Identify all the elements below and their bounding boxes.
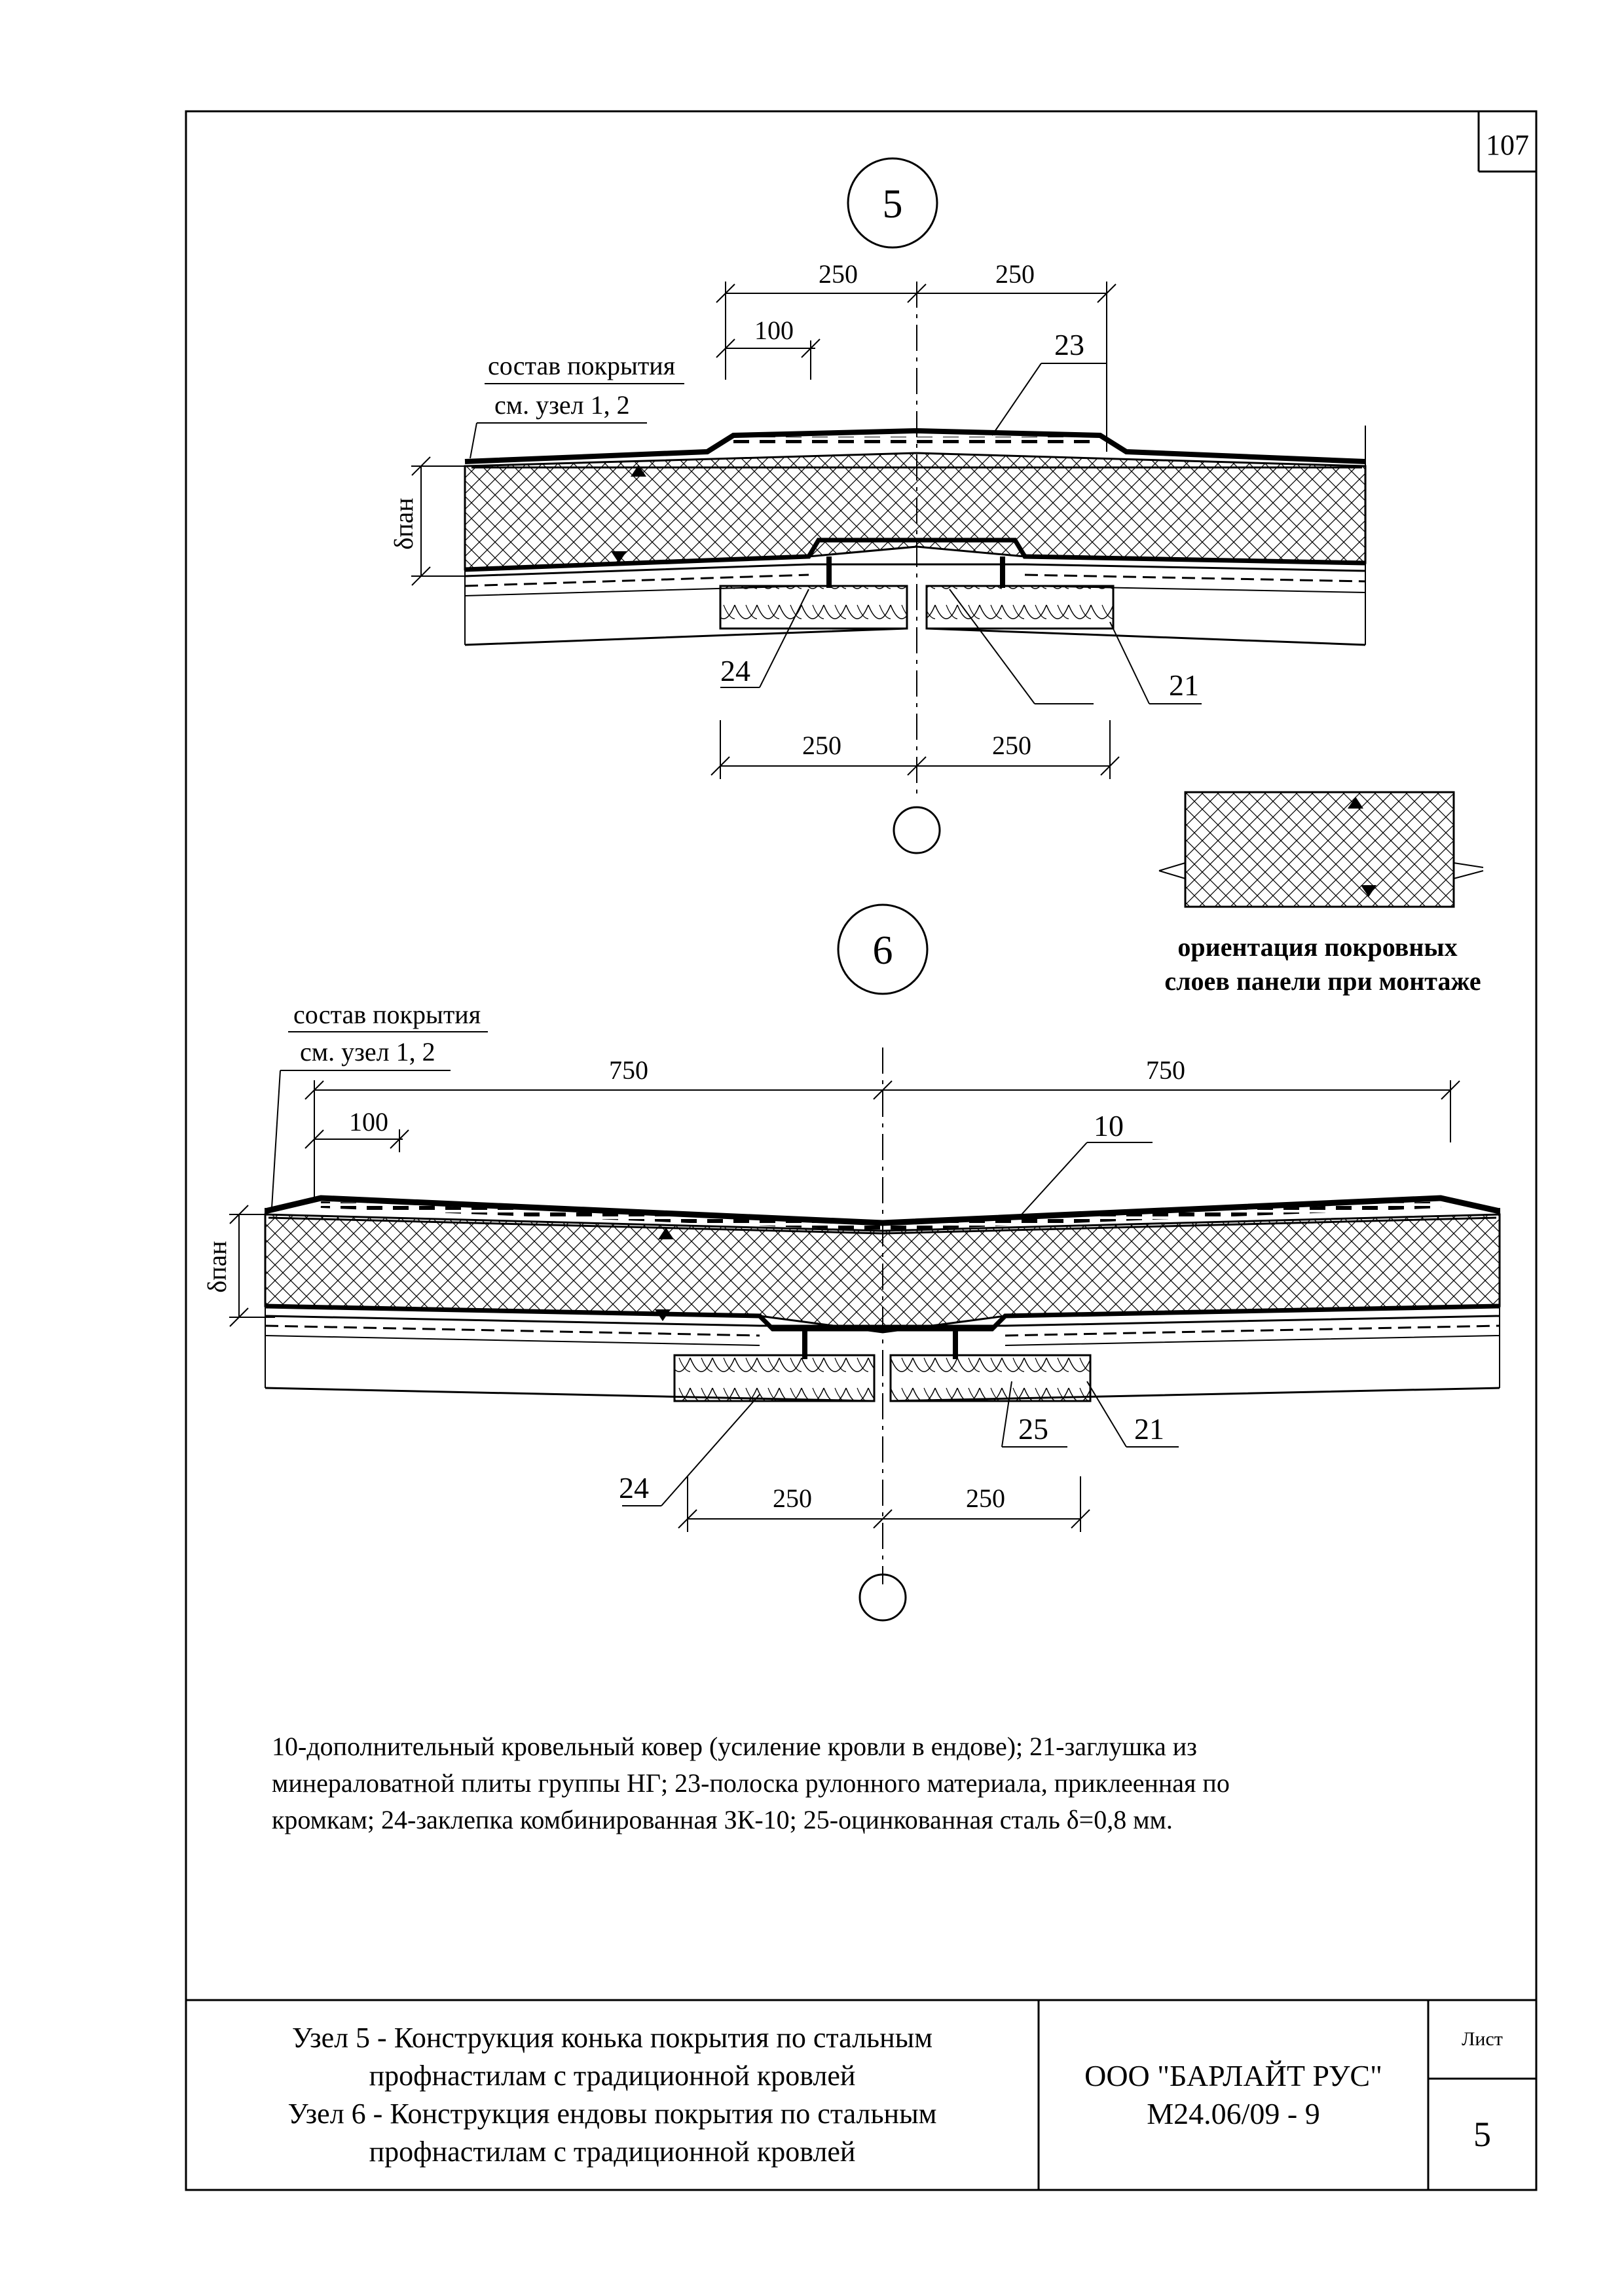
notes-line-3: кромкам; 24-заклепка комбинированная ЗК-10; 25-оцинкованная сталь δ=0,8 мм. bbox=[272, 1805, 1173, 1834]
node5-composition-line2: см. узел 1, 2 bbox=[494, 390, 630, 420]
orientation-inset bbox=[1159, 792, 1483, 907]
node6-panel-insulation bbox=[265, 1214, 1500, 1332]
node6-callout-21: 21 bbox=[1134, 1412, 1164, 1446]
node5-panel-insulation bbox=[465, 453, 1365, 570]
node6-callout-25: 25 bbox=[1018, 1412, 1048, 1446]
node6-diagram bbox=[202, 905, 1500, 1620]
node5-dim-top-right: 250 bbox=[995, 259, 1035, 289]
node5-composition-line1: состав покрытия bbox=[488, 351, 676, 380]
node6-composition-line1: состав покрытия bbox=[293, 1000, 481, 1029]
node5-dim-100: 100 bbox=[754, 316, 794, 345]
node5-dim-bottom-left: 250 bbox=[802, 731, 841, 760]
node6-dim-100: 100 bbox=[349, 1107, 388, 1137]
node5-thickness-dimension bbox=[411, 457, 471, 585]
node6-callout-10: 10 bbox=[1094, 1109, 1124, 1142]
company-name: ООО "БАРЛАЙТ РУС" bbox=[1084, 2059, 1382, 2092]
node5-callout-21: 21 bbox=[1169, 668, 1199, 702]
node6-dim-top-right: 750 bbox=[1146, 1055, 1185, 1085]
node5-dim-bottom-right: 250 bbox=[992, 731, 1031, 760]
node6-dim-top-left: 750 bbox=[609, 1055, 648, 1085]
sheet-label: Лист bbox=[1462, 2028, 1503, 2050]
node5-diagram bbox=[389, 158, 1365, 853]
node5-mineral-wool-left bbox=[720, 586, 907, 629]
node5-mineral-wool-right bbox=[927, 586, 1113, 629]
sheet-number: 5 bbox=[1473, 2115, 1491, 2154]
node5-callout-23: 23 bbox=[1054, 328, 1084, 361]
title-block-description bbox=[186, 2000, 1039, 2190]
node6-mineral-wool-left bbox=[674, 1355, 874, 1401]
legend-notes bbox=[272, 1728, 1424, 1838]
title-block-company bbox=[1039, 2000, 1428, 2190]
page-number: 107 bbox=[1486, 128, 1529, 161]
node6-dim-bottom-left: 250 bbox=[773, 1484, 812, 1513]
title-line-3: Узел 6 - Конструкция ендовы покрытия по стальным bbox=[287, 2098, 937, 2130]
notes-line-2: минераловатной плиты группы НГ; 23-полоска рулонного материала, приклеенная по bbox=[272, 1768, 1230, 1798]
node6-callout-24: 24 bbox=[619, 1471, 649, 1504]
node5-number: 5 bbox=[882, 182, 903, 227]
node6-dim-bottom-right: 250 bbox=[966, 1484, 1005, 1513]
orientation-caption-line2: слоев панели при монтаже bbox=[1164, 966, 1481, 996]
title-line-2: профнастилам с традиционной кровлей bbox=[369, 2060, 856, 2092]
node5-callout-24: 24 bbox=[720, 654, 750, 687]
sheet-frame bbox=[186, 111, 1536, 2190]
node5-rivets bbox=[826, 556, 1005, 588]
node5-dim-top-left: 250 bbox=[819, 259, 858, 289]
notes-line-1: 10-дополнительный кровельный ковер (усиление кровли в ендове); 21-заглушка из bbox=[272, 1732, 1197, 1761]
node6-mineral-wool-right bbox=[891, 1355, 1090, 1401]
node6-number: 6 bbox=[872, 928, 893, 973]
node5-thickness-label: δпан bbox=[389, 498, 418, 550]
node6-thickness-label: δпан bbox=[202, 1241, 232, 1293]
title-line-1: Узел 5 - Конструкция конька покрытия по стальным bbox=[291, 2022, 933, 2054]
orientation-caption-line1: ориентация покровных bbox=[1177, 932, 1458, 962]
node6-bottom-dimension bbox=[678, 1476, 1090, 1532]
orientation-panel bbox=[1185, 792, 1454, 907]
document-code: М24.06/09 - 9 bbox=[1147, 2097, 1320, 2130]
title-line-4: профнастилам с традиционной кровлей bbox=[369, 2136, 856, 2168]
node6-composition-line2: см. узел 1, 2 bbox=[300, 1037, 435, 1066]
node5-bottom-dimension bbox=[711, 720, 1119, 779]
node5-axis-circle bbox=[894, 807, 940, 853]
